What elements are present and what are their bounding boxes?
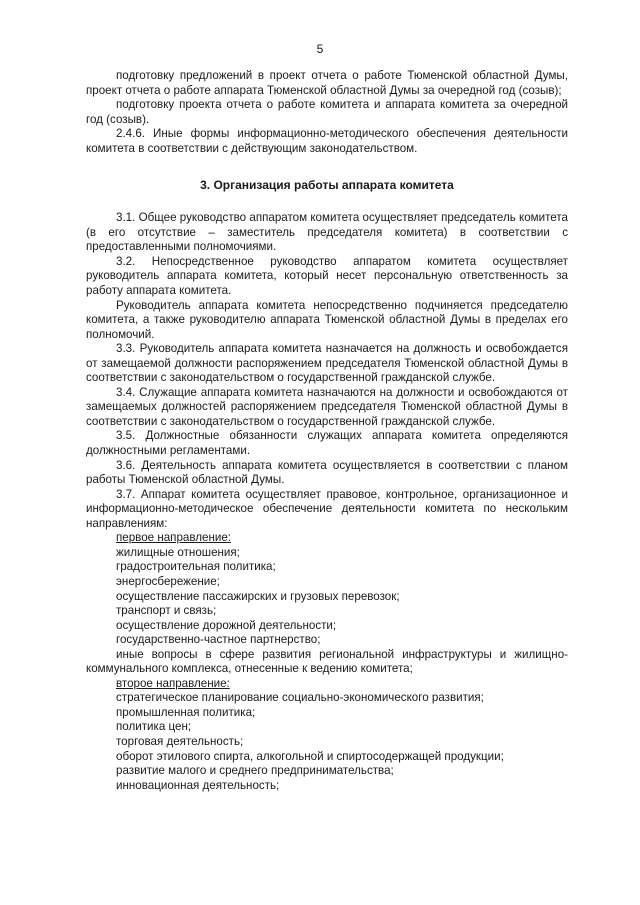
paragraph-3-2-continued: Руководитель аппарата комитета непосредственно подчиняется председателю комитета, а также руководителю аппарата Тюменской областной Думы в пределах его полномочий. [86,298,568,341]
direction-1-title: первое направление: [116,531,231,545]
direction-2-title: второе направление: [116,676,230,690]
direction-2-list [86,677,568,793]
paragraph-3-4: 3.4. Служащие аппарата комитета назначаются на должности и освобождаются от замещаемых должностей распоряжением председателя Тюменской областной Думы в соответствии с законодательством о государственной гражданской службе. [86,385,568,428]
intro-paragraph-1: подготовку предложений в проект отчета о работе Тюменской областной Думы, проект отчета о работе аппарата Тюменской областной Думы за очередной год (созыв); [86,69,568,97]
list-item: энергосбережение; [116,574,220,588]
paragraph-3-7: 3.7. Аппарат комитета осуществляет правовое, контрольное, организационное и информационно-методическое обеспечение деятельности комитета по нескольким направлениям: [86,487,568,530]
list-item: стратегическое планирование социально-экономического развития; [116,691,484,705]
document-body [86,69,568,793]
paragraph-3-5: 3.5. Должностные обязанности служащих аппарата комитета определяются должностными регламентами. [86,429,568,458]
paragraph-3-6: 3.6. Деятельность аппарата комитета осуществляется в соответствии с планом работы Тюменской областной Думы. [86,458,568,487]
list-item: государственно-частное партнерство; [116,633,321,647]
paragraph-2-4-6: 2.4.6. Иные формы информационно-методического обеспечения деятельности комитета в соответствии с действующим законодательством. [86,127,568,155]
list-item: развитие малого и среднего предпринимательства; [116,764,394,778]
list-item: жилищные отношения; [116,545,240,559]
list-item: иные вопросы в сфере развития региональной инфраструктуры и жилищно-коммунального комплекса, отнесенные к ведению комитета; [86,647,568,676]
list-item: инновационная деятельность; [116,778,280,792]
list-item: политика цен; [116,720,192,734]
intro-paragraph-2: подготовку проекта отчета о работе комитета и аппарата комитета за очередной год (созыв). [86,98,568,126]
list-item: оборот этилового спирта, алкогольной и спиртосодержащей продукции; [116,749,504,763]
list-item: осуществление дорожной деятельности; [116,618,337,632]
direction-1-list [86,531,568,676]
section-heading: 3. Организация работы аппарата комитета [200,178,454,193]
list-item: промышленная политика; [116,705,256,719]
paragraph-3-1: 3.1. Общее руководство аппаратом комитета осуществляет председатель комитета (в его отсутствие – заместитель председателя комитета) в соответствии с предоставленными полномочиями. [86,211,568,254]
list-item: торговая деятельность; [116,734,244,748]
page-number: 5 [316,42,324,56]
paragraph-3-3: 3.3. Руководитель аппарата комитета назначается на должность и освобождается от замещаемой должности распоряжением председателя Тюменской областной Думы в соответствии с законодательством о государственной гражданской службе. [86,342,568,385]
paragraph-3-2: 3.2. Непосредственное руководство аппаратом комитета осуществляет руководитель аппарата комитета, который несет персональную ответственность за работу аппарата комитета. [86,254,568,298]
list-item: осуществление пассажирских и грузовых перевозок; [116,589,400,603]
list-item: транспорт и связь; [116,604,217,618]
list-item: градостроительная политика; [116,560,276,574]
